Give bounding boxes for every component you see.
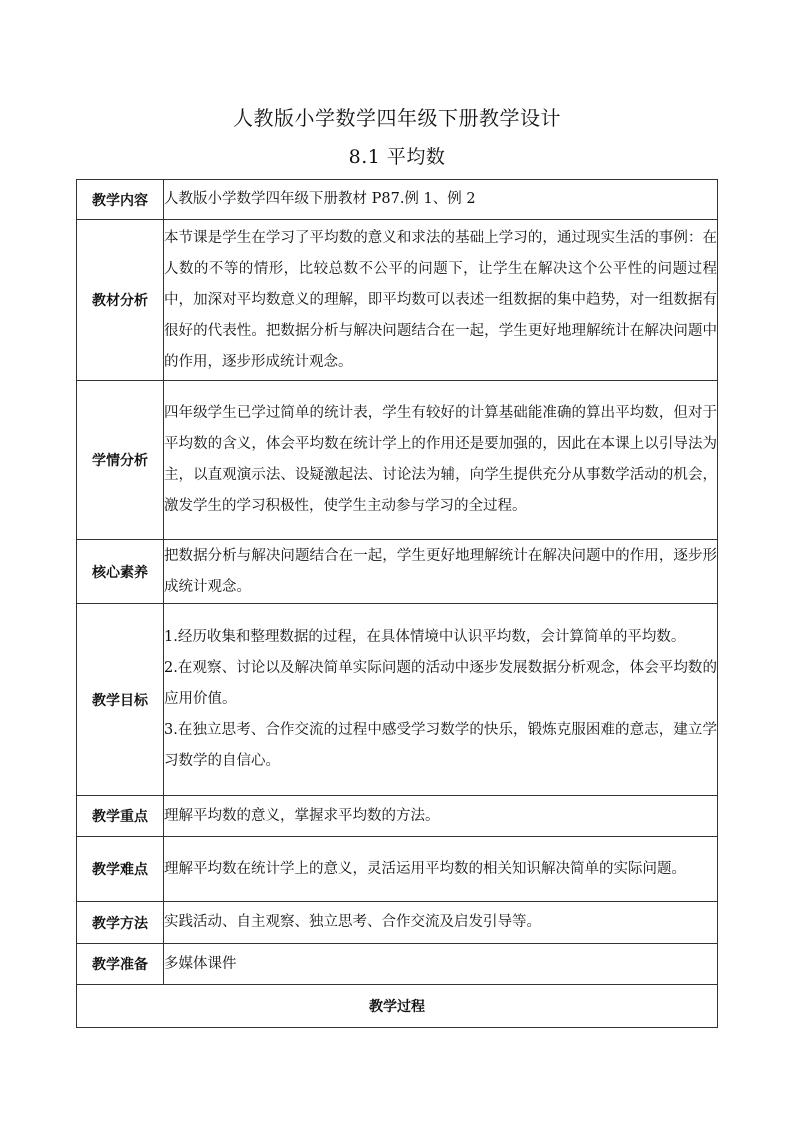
row-label-methods: 教学方法 bbox=[77, 902, 164, 944]
row-label-content: 教学内容 bbox=[77, 180, 164, 220]
row-text-methods: 实践活动、自主观察、独立思考、合作交流及启发引导等。 bbox=[164, 902, 718, 944]
row-label-goals: 教学目标 bbox=[77, 604, 164, 796]
row-label-difficulties: 教学难点 bbox=[77, 837, 164, 902]
goal-item-3: 3.在独立思考、合作交流的过程中感受学习数学的快乐，锻炼克服困难的意志，建立学习数学的自信心。 bbox=[164, 722, 717, 769]
row-text-material: 本节课是学生在学习了平均数的意义和求法的基础上学习的，通过现实生活的事例：在人数的不等的情形，比较总数不公平的问题下，让学生在解决这个公平性的问题过程中，加深对平均数意义的理解，即平均数可以表述一组数据的集中趋势，对一组数据有很好的代表性。把数据分析与解决问题结合在一起，学生更好地理解统计在解决问题中的作用，逐步形成统计观念。 bbox=[164, 220, 718, 381]
row-label-literacy: 核心素养 bbox=[77, 540, 164, 604]
table-row-preparation bbox=[77, 944, 718, 985]
table-row-key-points bbox=[77, 796, 718, 837]
row-text-difficulties: 理解平均数在统计学上的意义，灵活运用平均数的相关知识解决简单的实际问题。 bbox=[164, 837, 718, 902]
table-row-process bbox=[77, 985, 718, 1028]
section-header-process: 教学过程 bbox=[77, 985, 718, 1028]
table-row-goals bbox=[77, 604, 718, 796]
row-text-preparation: 多媒体课件 bbox=[164, 944, 718, 985]
table-row-material bbox=[77, 220, 718, 381]
document-title: 人教版小学数学四年级下册教学设计 bbox=[233, 106, 561, 130]
row-label-students: 学情分析 bbox=[77, 381, 164, 540]
table-row-methods bbox=[77, 902, 718, 944]
row-text-key-points: 理解平均数的意义，掌握求平均数的方法。 bbox=[164, 796, 718, 837]
row-label-preparation: 教学准备 bbox=[77, 944, 164, 985]
goal-item-2: 2.在观察、讨论以及解决简单实际问题的活动中逐步发展数据分析观念，体会平均数的应用价值。 bbox=[164, 660, 717, 707]
document-subtitle: 8.1 平均数 bbox=[348, 146, 446, 168]
row-label-material: 教材分析 bbox=[77, 220, 164, 381]
table-row-literacy bbox=[77, 540, 718, 604]
table-row-difficulties bbox=[77, 837, 718, 902]
row-text-students: 四年级学生已学过简单的统计表，学生有较好的计算基础能准确的算出平均数，但对于平均数的含义，体会平均数在统计学上的作用还是要加强的，因此在本课上以引导法为主，以直观演示法、设疑激起法、讨论法为辅，向学生提供充分从事数学活动的机会，激发学生的学习积极性，使学生主动参与学习的全过程。 bbox=[164, 381, 718, 540]
row-text-content: 人教版小学数学四年级下册教材 P87.例 1、例 2 bbox=[164, 180, 718, 220]
row-text-goals bbox=[164, 604, 718, 796]
lesson-plan-table bbox=[76, 179, 718, 1028]
row-text-literacy: 把数据分析与解决问题结合在一起，学生更好地理解统计在解决问题中的作用，逐步形成统计观念。 bbox=[164, 540, 718, 604]
table-row-students bbox=[77, 381, 718, 540]
goal-item-1: 1.经历收集和整理数据的过程，在具体情境中认识平均数，会计算简单的平均数。 bbox=[164, 629, 686, 645]
table-row-content bbox=[77, 180, 718, 220]
row-label-key-points: 教学重点 bbox=[77, 796, 164, 837]
